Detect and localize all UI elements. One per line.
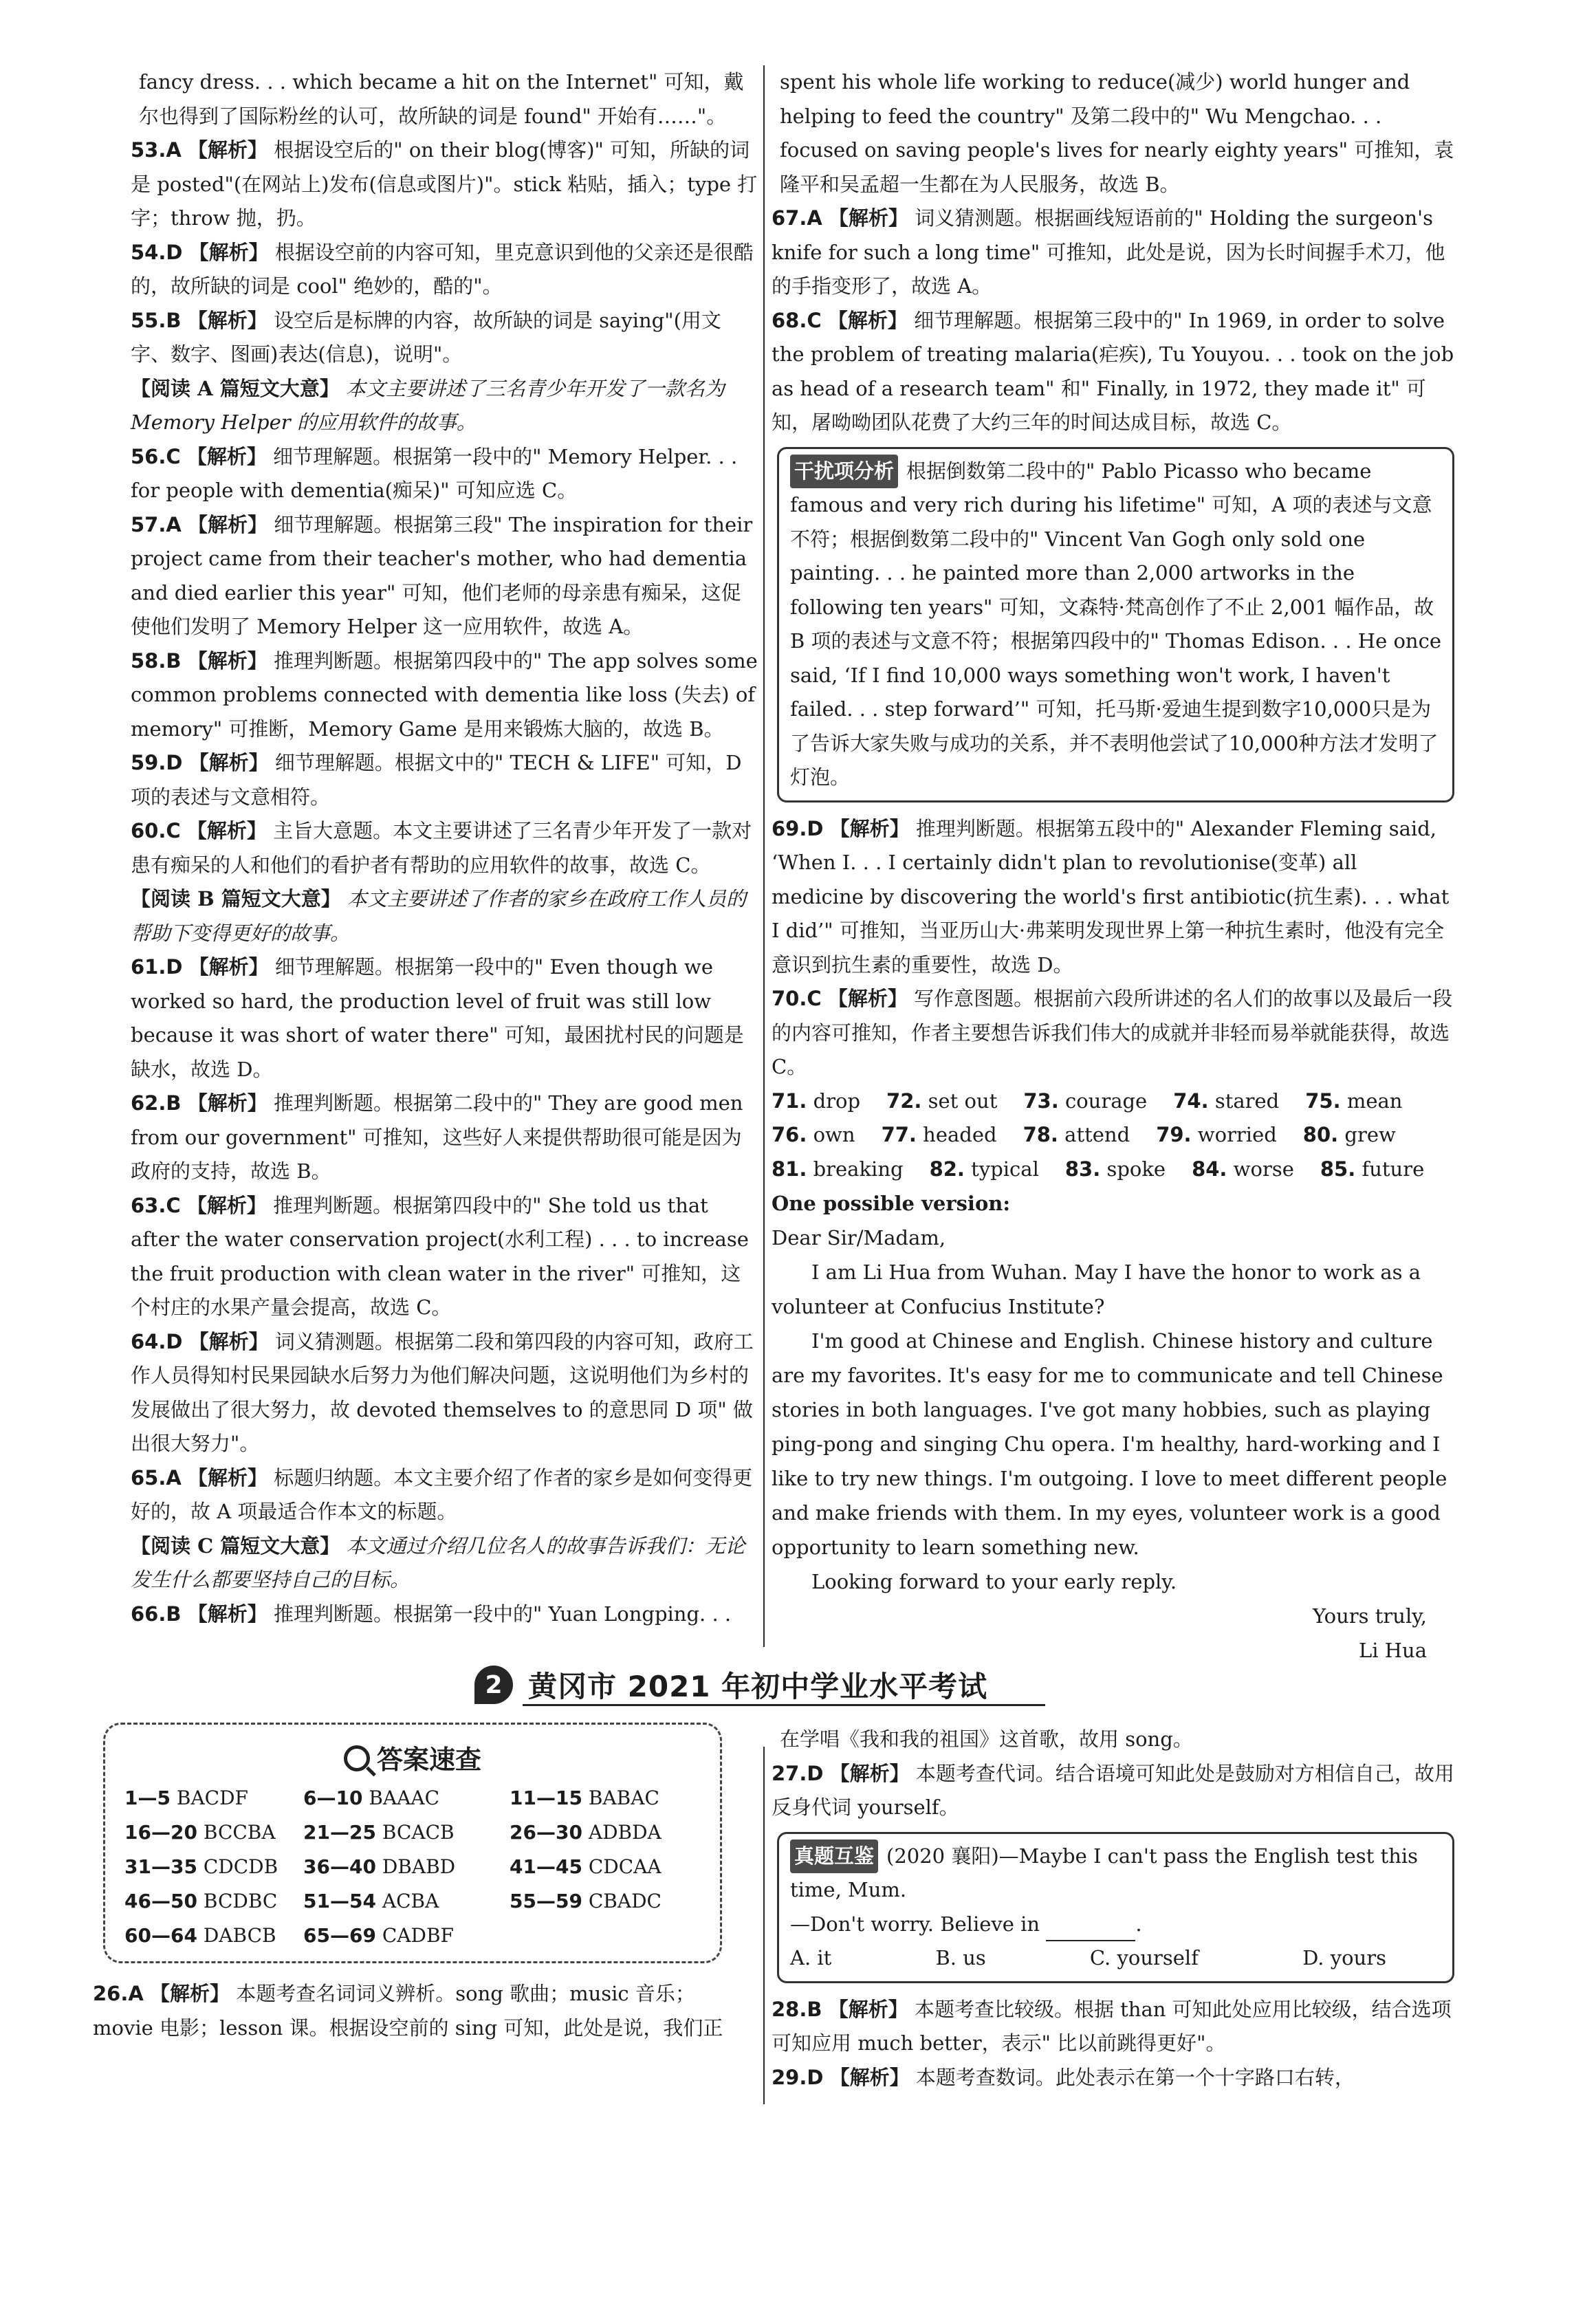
answer-key-cell [303, 1919, 510, 1952]
analysis-tag: 【解析】 [188, 138, 268, 162]
question-number: 83. [1064, 1157, 1101, 1181]
answer-letters: BCDBC [203, 1890, 278, 1912]
answer-range: 60—64 [124, 1924, 197, 1947]
distractor-analysis-box [777, 447, 1454, 803]
answer-letters: CDCDB [203, 1855, 278, 1878]
answer-letter: B [166, 308, 182, 332]
explanation-text: 细节理解题。根据第一段中的" Even though we worked so hard, the production level of fruit was still low because it was short of water there" 可知，最困扰村民的问题是缺水，故选 D。 [131, 955, 744, 1081]
answer-letter: C [166, 819, 181, 842]
answer-explanation [131, 304, 760, 372]
analysis-tag: 【解析】 [186, 444, 267, 468]
letter-paragraph: I'm good at Chinese and English. Chinese history and culture are my favorites. It's easy for me to communicate and tell Chinese stories in both languages. I've got many hobbies, such as playing ping-pong and singing Chu opera. I'm healthy, hard-working and I like to try new things. I'm outgoing. I love to meet different people and make friends with them. In my eyes, volunteer work is a good opportunity to learn something new. [772, 1329, 1447, 1559]
question-number: 84. [1192, 1157, 1227, 1181]
column-divider-lower [763, 1747, 765, 2104]
answer-word: worse [1233, 1157, 1294, 1181]
answer-letters: BABAC [588, 1787, 659, 1809]
option: B. us [935, 1946, 986, 1969]
option: A. it [790, 1946, 832, 1969]
answer-explanation [131, 814, 760, 882]
question-number: 67. [772, 206, 807, 230]
fill-answer [1305, 1084, 1402, 1119]
analysis-tag: 【解析】 [186, 819, 267, 842]
answer-range: 31—35 [124, 1855, 197, 1878]
explanation-text: 标题归纳题。本文主要介绍了作者的家乡是如何变得更好的，故 A 项最适合作本文的标题。 [131, 1465, 753, 1523]
answer-key-cell [303, 1816, 510, 1849]
answer-letter: D [166, 751, 183, 774]
answer-letter: C [807, 308, 822, 332]
question-number: 26. [93, 1982, 129, 2005]
letter-paragraph: Looking forward to your early reply. [811, 1570, 1177, 1593]
analysis-tag: 【解析】 [187, 1091, 267, 1115]
fill-answer [1173, 1084, 1279, 1119]
answer-letters: CDCAA [588, 1855, 662, 1878]
question-number: 53. [131, 138, 166, 162]
answer-explanation [131, 236, 760, 304]
answer-letter: D [166, 1329, 183, 1353]
analysis-tag: 【解析】 [187, 1602, 267, 1626]
answer-key-cell [303, 1782, 510, 1815]
question-number: 63. [131, 1193, 166, 1217]
fill-answer [1192, 1153, 1294, 1187]
column-divider [763, 65, 765, 1647]
answer-word: set out [928, 1089, 998, 1113]
analysis-tag: 【解析】 [829, 816, 910, 840]
explanation-text: 推理判断题。根据第四段中的" She told us that after the water conservation project(水利工程) . . . to increase the fruit production with clean water in the river" 可推知，这个村庄的水果产量会提高，故选 C。 [131, 1193, 749, 1319]
answer-word: attend [1064, 1123, 1130, 1146]
question-number: 27. [772, 1761, 807, 1785]
answer-word: breaking [813, 1157, 904, 1181]
explanation-text: 本题考查代词。结合语境可知此处是鼓励对方相信自己，故用反身代词 yourself。 [772, 1761, 1454, 1819]
answer-letters: DABCB [203, 1924, 276, 1947]
explanation-text: 推理判断题。根据第一段中的" Yuan Longping. . . [273, 1602, 732, 1626]
answer-letters: CBADC [588, 1890, 662, 1912]
analysis-tag: 【解析】 [150, 1982, 230, 2005]
answer-explanation [772, 1993, 1454, 2061]
answer-range: 16—20 [124, 1821, 197, 1844]
answer-explanation [131, 950, 760, 1087]
summary-text: 本文主要讲述了作者的家乡在政府工作人员的帮助下变得更好的故事。 [131, 887, 746, 945]
answer-word: grew [1344, 1123, 1396, 1146]
answer-explanation [131, 1087, 760, 1189]
question-number: 54. [131, 240, 166, 264]
answer-explanation [131, 1597, 760, 1632]
summary-heading: 【阅读 C 篇短文大意】 [131, 1533, 340, 1558]
answer-letters: DBABD [382, 1855, 456, 1878]
left-column [131, 65, 760, 1631]
section-number-badge: 2 [474, 1666, 513, 1704]
fill-answer [882, 1118, 997, 1153]
explanation-text: 根据设空前的内容可知，里克意识到他的父亲还是很酷的，故所缺的词是 cool" 绝妙的，酷的"。 [131, 240, 754, 298]
fill-answer [772, 1153, 904, 1187]
answer-explanation [131, 1325, 760, 1461]
answer-letter: A [166, 138, 182, 162]
answer-explanation [772, 812, 1454, 983]
question-number: 56. [131, 444, 166, 468]
letter-closing: Yours truly, [1313, 1604, 1427, 1628]
answer-explanation [93, 1977, 753, 2045]
answer-key-title [124, 1738, 701, 1776]
explanation-text: 词义猜测题。根据画线短语前的" Holding the surgeon's knife for such a long time" 可推知，此处是说，因为长时间握手术刀，他的手指变形了，故选 A。 [772, 206, 1445, 298]
fill-answer [1303, 1118, 1396, 1153]
answer-explanation [772, 1757, 1454, 1825]
explanation-text: 设空后是标牌的内容，故所缺的词是 saying"(用文字、数字、图画)表达(信息)，说明"。 [131, 308, 721, 366]
distractor-text: 根据倒数第二段中的" Pablo Picasso who became famous and very rich during his lifetime" 可知，A 项的表述与文意不符；根据倒数第二段中的" Vincent Van Gogh only sold one painting. . . he painted more than 2,000 artworks in the following ten years" 可知，文森特·梵高创作了不止 2,001 幅作品，故 B 项的表述与文意不符；根据第四段中的" Thomas Edison. . . He once said, ‘If I find 10,000 ways something won't work, I haven't failed. . . step forward’" 可知，托马斯·爱迪生提到数字10,000只是为了告诉大家失败与成功的关系，并不表明他尝试了10,000种方法才发明了灯泡。 [790, 459, 1442, 789]
analysis-tag: 【解析】 [827, 308, 908, 332]
answer-letter: A [128, 1982, 144, 2005]
answer-letter: D [807, 2065, 824, 2089]
question-number: 66. [131, 1602, 166, 1626]
answer-range: 11—15 [510, 1787, 582, 1809]
question-number: 74. [1173, 1089, 1209, 1113]
question-number: 58. [131, 648, 166, 673]
fill-answer [1023, 1084, 1147, 1119]
question-number: 77. [881, 1123, 917, 1146]
real-exam-badge: 真题互鉴 [790, 1840, 878, 1874]
analysis-tag: 【解析】 [186, 1193, 267, 1217]
answer-explanation [772, 201, 1454, 304]
answer-key-cell [124, 1919, 303, 1952]
letter-signature: Li Hua [1358, 1639, 1427, 1662]
real-exam-options [790, 1941, 1441, 1976]
right-column [772, 65, 1454, 1668]
answer-key-cell [124, 1851, 303, 1884]
answer-letters: BCCBA [203, 1821, 276, 1844]
explanation-text: 主旨大意题。本文主要讲述了三名青少年开发了一款对患有痴呆的人和他们的看护者有帮助的应用软件的故事，故选 C。 [131, 819, 752, 877]
answer-letter: B [807, 1997, 822, 2021]
magnifier-icon [344, 1745, 370, 1771]
answer-letter: B [166, 1602, 182, 1626]
fill-answer [886, 1084, 997, 1119]
answer-letter: A [166, 512, 182, 536]
fill-answer [1023, 1118, 1130, 1153]
question-number: 59. [131, 751, 166, 774]
answer-range: 6—10 [303, 1787, 363, 1809]
explanation-text: 本题考查比较级。根据 than 可知此处应用比较级，结合选项可知应用 much better，表示" 比以前跳得更好"。 [772, 1997, 1452, 2055]
question-number: 82. [929, 1157, 965, 1181]
passage-summary [131, 1529, 760, 1597]
answer-key-cell [510, 1885, 695, 1918]
explanation-text: 细节理解题。根据第三段" The inspiration for their project came from their teacher's mother, who had dementia and died earlier this year" 可知，他们老师的母亲患有痴呆，这促使他们发明了 Memory Helper 这一应用软件，故选 A。 [131, 512, 753, 638]
answer-key-grid [124, 1782, 701, 1952]
explanation-text: 词义猜测题。根据第二段和第四段的内容可知，政府工作人员得知村民果园缺水后努力为他们解决问题，这说明他们为乡村的发展做出了很大努力，故 devoted themselves to 的意思同 D 项" 做出很大努力"。 [131, 1329, 754, 1455]
explanation-text: 细节理解题。根据文中的" TECH & LIFE" 可知，D 项的表述与文意相符。 [131, 751, 742, 809]
summary-text: 本文通过介绍几位名人的故事告诉我们：无论发生什么都要坚持自己的目标。 [131, 1533, 745, 1591]
fill-answer [930, 1153, 1039, 1187]
question-number: 81. [772, 1157, 807, 1181]
summary-heading: 【阅读 B 篇短文大意】 [131, 887, 341, 910]
answer-range: 1—5 [124, 1787, 171, 1809]
answer-letter: C [166, 1193, 181, 1217]
answer-range: 21—25 [303, 1821, 376, 1844]
fill-answer [772, 1118, 855, 1153]
question-number: 78. [1023, 1123, 1058, 1146]
explanation-text: 细节理解题。根据第三段中的" In 1969, in order to solve the problem of treating malaria(疟疾), Tu Youyou. . . took on the job as head of a research team" 和" Finally, in 1972, they made it" 可知，屠呦呦团队花费了大约三年的时间达成目标，故选 C。 [772, 308, 1454, 434]
answer-letters: BCACB [382, 1821, 455, 1844]
explanation-text: 推理判断题。根据第五段中的" Alexander Fleming said, ‘When I. . . I certainly didn't plan to revolutionise(变革) all medicine by discovering the world's first antibiotic(抗生素). . . what I did’" 可推知，当亚历山大·弗莱明发现世界上第一种抗生素时，他没有完全意识到抗生素的重要性，故选 D。 [772, 816, 1450, 976]
explanation-text: 写作意图题。根据前六段所讲述的名人们的故事以及最后一段的内容可推知，作者主要想告诉我们伟大的成就并非轻而易举就能获得，故选 C。 [772, 987, 1453, 1078]
answer-letters: CADBF [382, 1924, 454, 1947]
analysis-tag: 【解析】 [188, 240, 269, 264]
question-number: 55. [131, 308, 166, 332]
section-underline [523, 1704, 1045, 1706]
question-number: 65. [131, 1465, 166, 1489]
continued-text: 在学唱《我和我的祖国》这首歌，故用 song。 [780, 1727, 1193, 1751]
answer-letter: D [807, 816, 824, 840]
explanation-text: 根据设空后的" on their blog(博客)" 可知，所缺的词是 posted"(在网站上)发布(信息或图片)"。stick 粘贴，插入；type 打字；throw 抛，扔。 [131, 138, 758, 230]
analysis-tag: 【解析】 [827, 987, 908, 1010]
analysis-tag: 【解析】 [829, 206, 909, 230]
answer-range: 55—59 [510, 1890, 582, 1912]
answer-letter: D [166, 240, 183, 264]
fill-answer [1156, 1118, 1277, 1153]
real-exam-box: 真题互鉴 (2020 襄阳)—Maybe I can't pass the English test this time, Mum. —Don't worry. Believe in . A. it B. us C. yourself D. yours [777, 1832, 1454, 1983]
answer-letters: BACDF [176, 1787, 248, 1809]
passage-summary [131, 882, 760, 950]
fill-in-answers [772, 1084, 1454, 1187]
answer-explanation [772, 304, 1454, 440]
letter-heading: One possible version: [772, 1192, 1011, 1215]
continued-text: spent his whole life working to reduce(减少) world hunger and helping to feed the country" 及第二段中的" Wu Mengchao. . . focused on saving people's lives for nearly eighty years" 可推知，袁隆平和吴孟超一生都在为人民服务，故选 B。 [780, 70, 1454, 196]
section-title: 黄冈市 2021 年初中学业水平考试 [528, 1670, 988, 1703]
answer-explanation [131, 746, 760, 814]
question-number: 71. [772, 1089, 807, 1113]
explanation-text: 推理判断题。根据第二段中的" They are good men from our government" 可推知，这些好人来提供帮助很可能是因为政府的支持，故选 B。 [131, 1091, 743, 1183]
answer-word: typical [971, 1157, 1039, 1181]
question-number: 62. [131, 1091, 166, 1115]
fill-answer-row [772, 1153, 1454, 1187]
answer-blank [1046, 1919, 1135, 1941]
question-number: 28. [772, 1997, 807, 2021]
fill-answer [772, 1084, 860, 1119]
analysis-tag: 【解析】 [187, 308, 267, 332]
answer-letter: A [166, 1465, 182, 1489]
analysis-tag: 【解析】 [829, 2065, 910, 2089]
question-number: 68. [772, 308, 807, 332]
answer-letters: ADBDA [588, 1821, 662, 1844]
question-number: 76. [772, 1123, 807, 1146]
answer-explanation [131, 508, 760, 644]
answer-key-cell [510, 1851, 695, 1884]
question-number: 70. [772, 987, 807, 1010]
answer-letter: C [807, 987, 822, 1010]
explanation-text: 推理判断题。根据第四段中的" The app solves some common problems connected with dementia like loss (失去) of memory" 可推断，Memory Game 是用来锻炼大脑的，故选 B。 [131, 648, 758, 741]
answer-letter: D [166, 955, 183, 979]
fill-answer-row [772, 1118, 1454, 1153]
answer-key-cell [303, 1885, 510, 1918]
answer-explanation [131, 644, 760, 747]
letter-paragraph: I am Li Hua from Wuhan. May I have the honor to work as a volunteer at Confucius Institute? [772, 1260, 1421, 1318]
letter-salutation: Dear Sir/Madam, [772, 1226, 946, 1249]
answer-word: mean [1346, 1089, 1403, 1113]
answer-range: 36—40 [303, 1855, 376, 1878]
answer-range: 46—50 [124, 1890, 197, 1912]
option: D. yours [1302, 1946, 1386, 1969]
answer-key-cell [124, 1885, 303, 1918]
analysis-tag: 【解析】 [188, 512, 268, 536]
analysis-tag: 【解析】 [187, 648, 267, 673]
answer-letter: D [807, 1761, 824, 1785]
answer-range: 65—69 [303, 1924, 376, 1947]
answer-word: courage [1064, 1089, 1148, 1113]
answer-word: own [813, 1123, 855, 1146]
answer-key-title-text: 答案速查 [376, 1745, 481, 1775]
answer-key-cell [124, 1782, 303, 1815]
bottom-left-column [93, 1977, 753, 2045]
answer-key-cell [124, 1816, 303, 1849]
passage-summary [131, 372, 760, 440]
continued-text: fancy dress. . . which became a hit on the Internet" 可知，戴尔也得到了国际粉丝的认可，故所缺的词是 found" 开始有……"。 [139, 70, 744, 128]
answer-letter: A [807, 206, 822, 230]
answer-key-cell [510, 1816, 695, 1849]
answer-key-cell [510, 1782, 695, 1815]
question-number: 75. [1305, 1089, 1341, 1113]
bottom-right-column [772, 1723, 1454, 2095]
analysis-tag: 【解析】 [188, 1329, 269, 1353]
answer-word: future [1362, 1157, 1425, 1181]
answer-letters: ACBA [382, 1890, 439, 1912]
answer-explanation [131, 440, 760, 508]
question-number: 69. [772, 816, 807, 840]
answer-word: drop [813, 1089, 861, 1113]
answer-word: stared [1214, 1089, 1280, 1113]
real-exam-question: (2020 襄阳)—Maybe I can't pass the English test this time, Mum. [790, 1844, 1419, 1901]
question-number: 61. [131, 955, 166, 979]
answer-key-box [103, 1723, 722, 1963]
question-number: 79. [1156, 1123, 1192, 1146]
question-number: 60. [131, 819, 166, 842]
explanation-text: 本题考查名词词义辨析。song 歌曲；music 音乐；movie 电影；lesson 课。根据设空前的 sing 可知，此处是说，我们正 [93, 1982, 723, 2040]
option: C. yourself [1089, 1946, 1199, 1969]
answer-range: 26—30 [510, 1821, 582, 1844]
answer-explanation [131, 133, 760, 236]
answer-letter: C [166, 444, 181, 468]
explanation-text: 细节理解题。根据第一段中的" Memory Helper. . . for people with dementia(痴呆)" 可知应选 C。 [131, 444, 738, 502]
answer-explanation [772, 2061, 1454, 2095]
question-number: 29. [772, 2065, 807, 2089]
answer-word: worried [1197, 1123, 1277, 1146]
question-number: 85. [1320, 1157, 1356, 1181]
question-number: 57. [131, 512, 166, 536]
answer-letter: B [166, 648, 182, 673]
question-number: 64. [131, 1329, 166, 1353]
answer-letters: BAAAC [369, 1787, 440, 1809]
answer-letter: B [166, 1091, 182, 1115]
answer-range: 51—54 [303, 1890, 376, 1912]
analysis-tag: 【解析】 [828, 1997, 908, 2021]
fill-answer [1065, 1153, 1166, 1187]
explanation-text: 本题考查数词。此处表示在第一个十字路口右转， [915, 2065, 1355, 2089]
section-header [474, 1661, 1066, 1709]
distractor-badge: 干扰项分析 [790, 455, 898, 489]
fill-answer-row [772, 1084, 1454, 1119]
sample-letter [772, 1186, 1454, 1668]
answer-word: spoke [1106, 1157, 1166, 1181]
real-exam-reply: —Don't worry. Believe in [790, 1912, 1040, 1936]
answer-range: 41—45 [510, 1855, 582, 1878]
analysis-tag: 【解析】 [188, 955, 269, 979]
summary-text: 本文主要讲述了三名青少年开发了一款名为 Memory Helper 的应用软件的故事。 [131, 376, 725, 434]
analysis-tag: 【解析】 [829, 1761, 910, 1785]
analysis-tag: 【解析】 [188, 1465, 268, 1489]
fill-answer [1320, 1153, 1424, 1187]
answer-key-cell [303, 1851, 510, 1884]
answer-word: headed [923, 1123, 997, 1146]
summary-heading: 【阅读 A 篇短文大意】 [131, 376, 340, 400]
answer-explanation [131, 1461, 760, 1529]
analysis-tag: 【解析】 [188, 751, 269, 774]
question-number: 72. [886, 1089, 922, 1113]
answer-explanation [772, 982, 1454, 1084]
answer-explanation [131, 1189, 760, 1325]
question-number: 73. [1023, 1089, 1059, 1113]
question-number: 80. [1302, 1123, 1339, 1146]
